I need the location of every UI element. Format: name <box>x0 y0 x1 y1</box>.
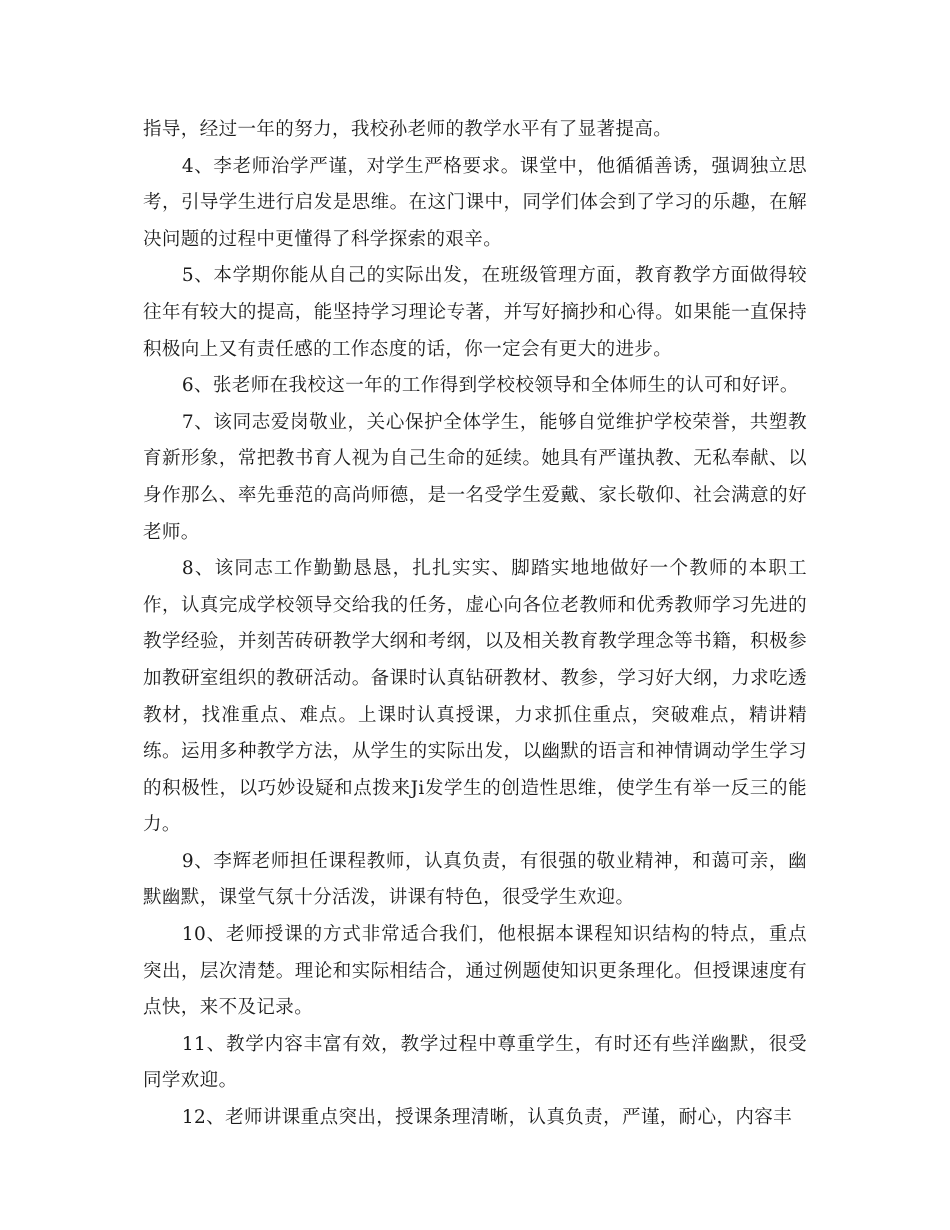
paragraph-item-6: 6、张老师在我校这一年的工作得到学校校领导和全体师生的认可和好评。 <box>181 375 799 397</box>
paragraph-continuation: 指导，经过一年的努力，我校孙老师的教学水平有了显著提高。 <box>143 119 673 140</box>
paragraph-item-4: 4、李老师治学严谨，对学生严格要求。课堂中，他循循善诱，强调独立思考，引导学生进行启发是思维。在这门课中，同学们体会到了学习的乐趣，在解决问题的过程中更懂得了科学探索的艰辛。 <box>143 155 807 250</box>
paragraph-item-11: 11、教学内容丰富有效，教学过程中尊重学生，有时还有些洋幽默，很受同学欢迎。 <box>143 1033 807 1092</box>
paragraph-item-7: 7、该同志爱岗敬业，关心保护全体学生，能够自觉维护学校荣誉，共塑教育新形象，常把教书育人视为自己生命的延续。她具有严谨执教、无私奉献、以身作那么、率先垂范的高尚师德，是一名受学生爱戴、家长敬仰、社会满意的好老师。 <box>143 411 807 543</box>
paragraph-item-9: 9、李辉老师担任课程教师，认真负责，有很强的敬业精神，和蔼可亲，幽默幽默，课堂气氛十分活泼，讲课有特色，很受学生欢迎。 <box>143 850 807 909</box>
paragraph-item-10: 10、老师授课的方式非常适合我们，他根据本课程知识结构的特点，重点突出，层次清楚。理论和实际相结合，通过例题使知识更条理化。但授课速度有点快，来不及记录。 <box>143 924 807 1019</box>
paragraph-item-5: 5、本学期你能从自己的实际出发，在班级管理方面，教育教学方面做得较往年有较大的提高，能坚持学习理论专著，并写好摘抄和心得。如果能一直保持积极向上又有责任感的工作态度的话，你一定会有更大的进步。 <box>143 265 807 360</box>
paragraph-item-12: 12、老师讲课重点突出，授课条理清晰，认真负责，严谨，耐心，内容丰 <box>181 1107 793 1129</box>
paragraph-item-8: 8、该同志工作勤勤恳恳，扎扎实实、脚踏实地地做好一个教师的本职工作，认真完成学校领导交给我的任务，虚心向各位老教师和优秀教师学习先进的教学经验，并刻苦砖研教学大纲和考纲，以及相关教育教学理念等书籍，积极参加教研室组织的教研活动。备课时认真钻研教材、教参，学习好大纲，力求吃透教材，找准重点、难点。上课时认真授课，力求抓住重点，突破难点，精讲精练。运用多种教学方法，从学生的实际出发，以幽默的语言和神情调动学生学习的积极性，以巧妙设疑和点拨来Ji发学生的创造性思维，使学生有举一反三的能力。 <box>143 558 807 836</box>
document-body <box>143 112 807 1137</box>
